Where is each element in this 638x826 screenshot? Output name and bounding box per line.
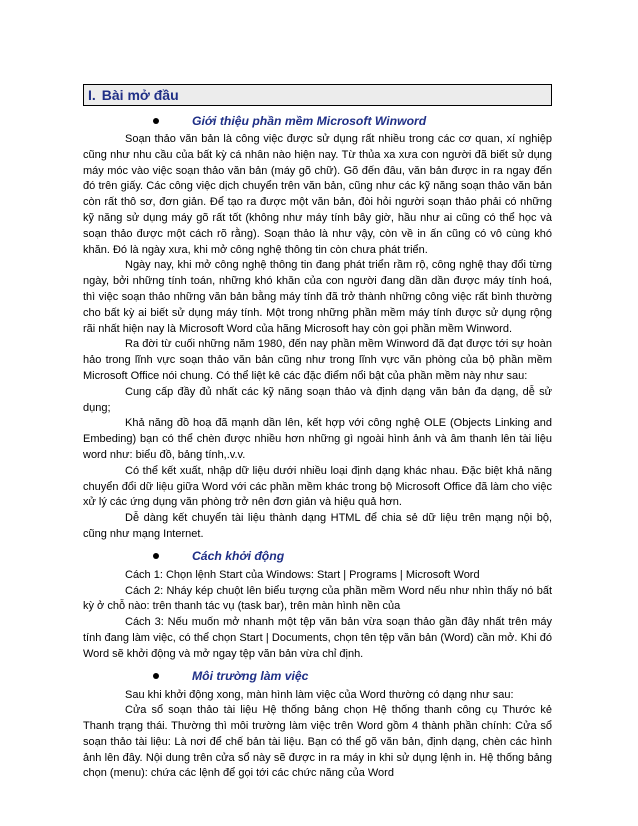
- paragraph: Cửa sổ soạn thảo tài liệu Hệ thống bảng chọn Hệ thống thanh công cụ Thước kẻ Thanh trạng thái. Thường thì môi trường làm việc trên Word gồm 4 thành phần chính: Cửa sổ soạn thảo tài liệu: Là nơi để chế bản tài liệu. Bạn có thể gõ văn bản, định dạng, chèn các hình ảnh lên đây. Nội dung trên cửa sổ này sẽ được in ra máy in khi sử dụng lệnh in. Hệ thống bảng chọn (menu): chứa các lệnh để gọi tới các chức năng của Word: [83, 704, 552, 780]
- section-heading-environment: [83, 667, 552, 686]
- paragraph: Ngày nay, khi mở công nghệ thông tin đang phát triển rầm rộ, công nghệ thay đổi từng ngày, bởi những tính toán, những khó khăn của con người đang dần dần được máy tính hoá, thì việc soạn thảo những văn bản bằng máy tính đã trở thành những công việc rất bình thường cho bất kỳ ai biết sử dụng máy tính. Một trong những phần mềm máy tính được sử dụng rộng rãi nhất hiện nay là Microsoft Word của hãng Microsoft hay còn gọi phần mềm Winword.: [83, 259, 552, 335]
- bullet-icon: [153, 118, 159, 124]
- bullet-icon: [153, 553, 159, 559]
- section-heading-intro: [83, 111, 552, 130]
- paragraph: Cung cấp đầy đủ nhất các kỹ năng soạn thảo và định dạng văn bản đa dạng, dễ sử dụng;: [83, 385, 552, 414]
- section-heading-startup: [83, 547, 552, 566]
- paragraph: Dễ dàng kết chuyển tài liệu thành dạng HTML để chia sẻ dữ liệu trên mạng nội bộ, cũng như mạng Internet.: [83, 512, 552, 540]
- chapter-heading: [83, 84, 552, 106]
- paragraph: Khả năng đồ hoạ đã mạnh dần lên, kết hợp với công nghệ OLE (Objects Linking and Embeding) bạn có thể chèn được nhiều hơn những gì ngoài hình ảnh và âm thanh lên tài liệu word như: biểu đồ, bảng tính,.v.v.: [83, 417, 552, 461]
- paragraph: Sau khi khởi động xong, màn hình làm việc của Word thường có dạng như sau:: [125, 688, 514, 701]
- section-title: Giới thiệu phần mềm Microsoft Winword: [192, 113, 427, 128]
- paragraph: Ra đời từ cuối những năm 1980, đến nay phần mềm Winword đã đạt được tới sự hoàn hảo trong lĩnh vực soạn thảo văn bản cũng như trong lĩnh vực văn phòng của bộ phần mềm Microsoft Office nói chung. Có thể liệt kê các đặc điểm nổi bật của phần mềm này như sau:: [83, 338, 552, 382]
- paragraph: Cách 3: Nếu muốn mở nhanh một tệp văn bản vừa soạn thảo gần đây nhất trên máy tính đang làm việc, có thể chọn Start | Documents, chọn tên tệp văn bản (Word) cần mở. Khi đó Word sẽ khởi động và mở ngay tệp văn bản vừa chỉ định.: [83, 616, 552, 660]
- chapter-title: Bài mở đầu: [101, 87, 179, 103]
- paragraph: Cách 1: Chọn lệnh Start của Windows: Start | Programs | Microsoft Word: [125, 568, 480, 581]
- section-title: Cách khởi động: [192, 549, 285, 564]
- paragraph: Soạn thảo văn bản là công việc được sử dụng rất nhiều trong các cơ quan, xí nghiệp cũng như nhu cầu của bất kỳ cá nhân nào hiện nay. Từ thủa xa xưa con người đã biết sử dụng máy móc vào việc soạn thảo văn bản (máy gõ chữ). Gõ đến đâu, văn bản được in ra ngay đến đó trên giấy. Các công việc dịch chuyển trên văn bản, cũng như các kỹ năng soạn thảo văn bản còn rất thô sơ, đơn giản. Để tạo ra được một văn bản, đòi hỏi người soạn thảo phải có những kỹ năng sử dụng máy gõ rất tốt (không như máy tính bây giờ, hầu như ai cũng có thể học và soạn thảo được một cách rõ rằng). Soạn thảo là như vậy, còn về in ấn cũng có vô cùng khó khăn. Đó là ngày xưa, khi mở công nghệ thông tin còn chưa phát triển.: [83, 133, 552, 256]
- section-title: Môi trường làm việc: [192, 669, 309, 683]
- paragraph: Có thể kết xuất, nhập dữ liệu dưới nhiều loại định dạng khác nhau. Đặc biệt khả năng chuyển đổi dữ liệu giữa Word với các phần mềm khác trong bộ Microsoft Office đã làm cho việc xử lý các ứng dụng văn phòng trở nên đơn giản và hiệu quả hơn.: [83, 464, 552, 509]
- paragraph: Cách 2: Nháy kép chuột lên biểu tượng của phần mềm Word nếu như nhìn thấy nó bất kỳ ở chỗ nào: trên thanh tác vụ (task bar), trên màn hình nền của: [83, 584, 552, 613]
- chapter-number: I.: [88, 87, 96, 103]
- bullet-icon: [153, 673, 159, 679]
